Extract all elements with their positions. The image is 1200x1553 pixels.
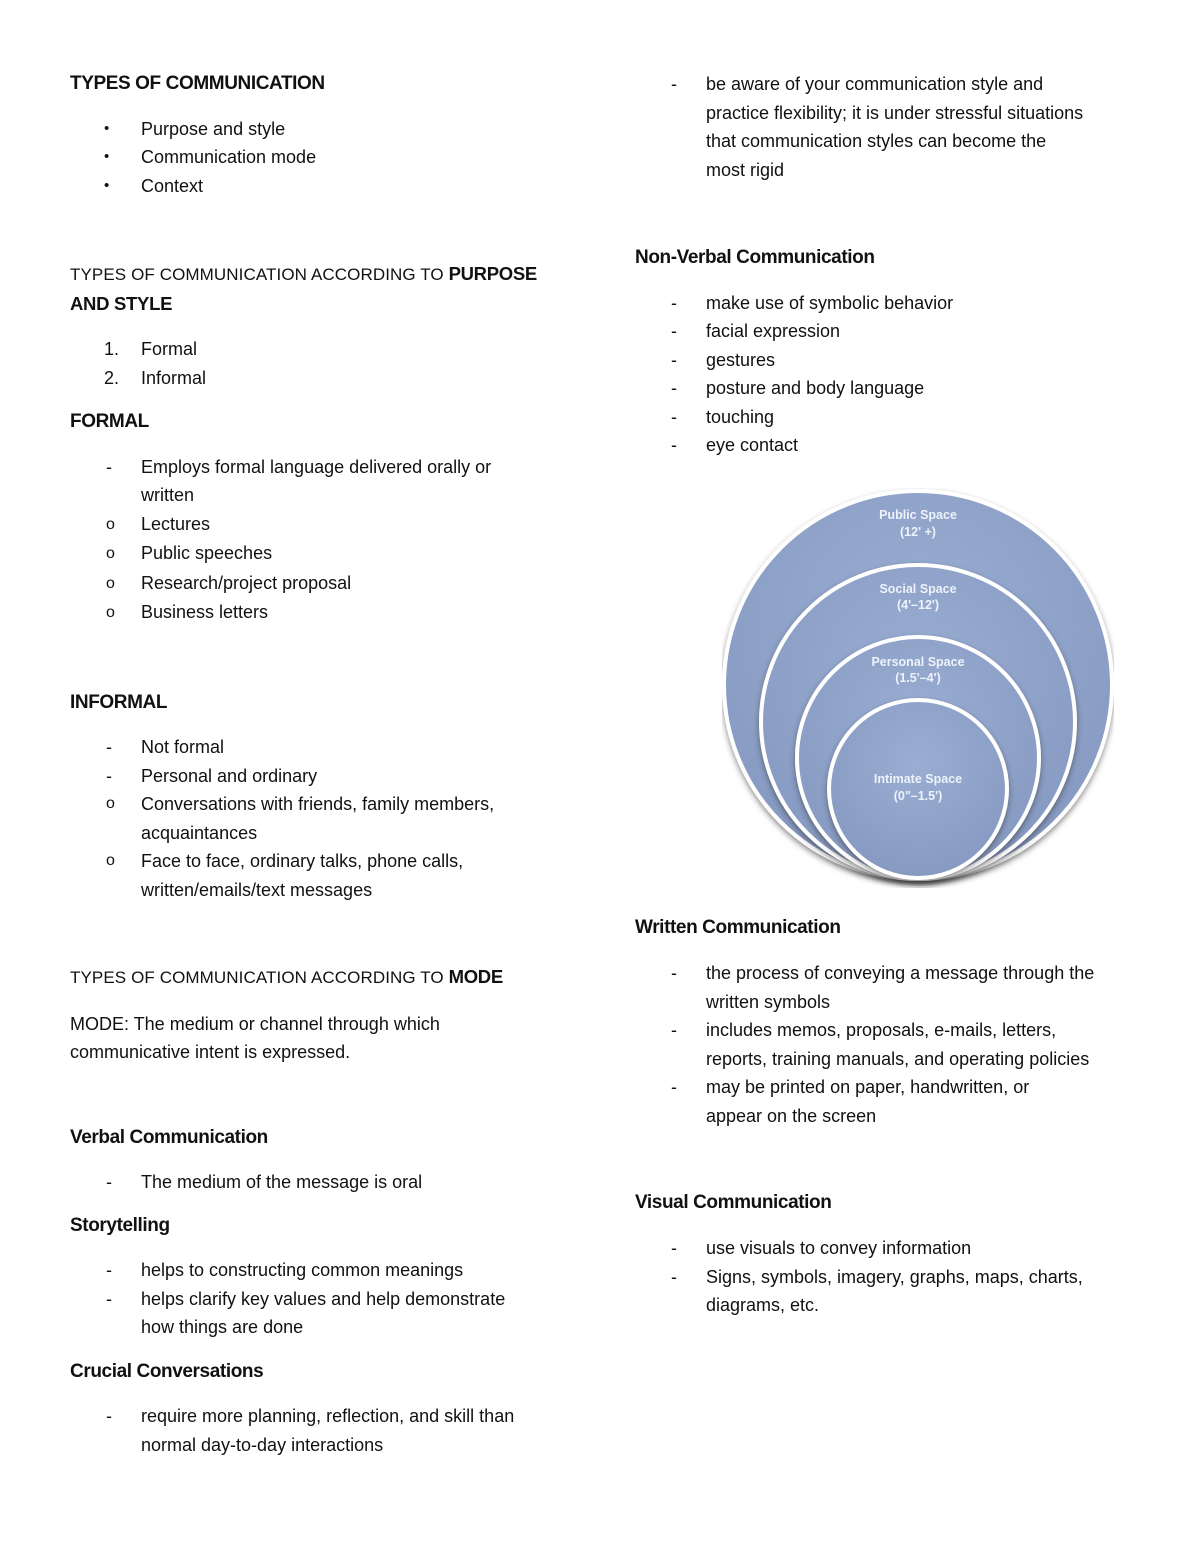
verbal-list: [70, 1168, 570, 1197]
list-item: • Context: [70, 172, 570, 201]
storytelling-list: [70, 1256, 570, 1342]
list-item: - Employs formal language delivered orally or written: [106, 456, 492, 505]
proxemics-circles: [722, 488, 1114, 888]
formal-title: FORMAL: [70, 411, 149, 432]
bullet-icon: •: [104, 176, 110, 194]
list-item: 1. Formal: [104, 339, 198, 359]
crucial-title: Crucial Conversations: [70, 1360, 264, 1382]
list-item: - Signs, symbols, imagery, graphs, maps, charts, diagrams, etc.: [671, 1266, 1083, 1315]
list-item: - use visuals to convey information: [671, 1238, 972, 1258]
left-column: [70, 70, 570, 1459]
informal-title: INFORMAL: [70, 691, 168, 713]
purpose-heading: TYPES OF COMMUNICATION ACCORDING TO PURPOSE AND STYLE: [70, 263, 537, 314]
intimate-space-range: (0"–1.5'): [893, 789, 943, 803]
bullet-icon: •: [104, 119, 110, 137]
public-space-range: (12' +): [900, 525, 936, 539]
list-item: - the process of conveying a message through the written symbols: [671, 963, 1095, 1012]
nonverbal-title: Non-Verbal Communication: [635, 247, 875, 268]
list-item: - be aware of your communication style and practice flexibility; it is under stressful situations that communication styles can become the most rigid: [671, 74, 1084, 180]
types-title: TYPES OF COMMUNICATION: [70, 73, 325, 94]
purpose-list: [70, 335, 570, 392]
list-item: 2. Informal: [104, 367, 207, 388]
social-space-label: Social Space: [879, 582, 957, 596]
list-item: - posture and body language: [671, 378, 925, 398]
nonverbal-list: [635, 289, 1140, 460]
personal-space-range: (1.5'–4'): [895, 671, 941, 685]
list-item: - require more planning, reflection, and skill than normal day-to-day interactions: [106, 1406, 515, 1455]
list-item: - includes memos, proposals, e-mails, letters, reports, training manuals, and operating policies: [671, 1020, 1090, 1069]
bullet-icon: •: [104, 148, 110, 165]
list-item: • Purpose and style: [70, 115, 570, 144]
verbal-title: Verbal Communication: [70, 1126, 268, 1148]
style-flexibility-list: [635, 70, 1140, 184]
list-item: o Lectures: [106, 513, 211, 534]
list-item: - may be printed on paper, handwritten, or appear on the screen: [671, 1077, 1030, 1126]
list-item: - eye contact: [671, 435, 799, 455]
list-item: o Public speeches: [106, 543, 273, 563]
list-item: - helps clarify key values and help demonstrate how things are done: [106, 1288, 506, 1337]
list-item: • Communication mode: [70, 143, 570, 172]
public-space-label: Public Space: [879, 508, 957, 522]
written-title: Written Communication: [635, 917, 841, 938]
informal-dash-list: [70, 733, 570, 790]
social-space-range: (4'–12'): [896, 598, 940, 612]
visual-list: [635, 1234, 1155, 1320]
personal-space-label: Personal Space: [871, 655, 965, 669]
list-item: - Not formal: [106, 737, 225, 757]
formal-o-list: [70, 510, 570, 628]
list-item: o Face to face, ordinary talks, phone calls, written/emails/text messages: [106, 851, 464, 900]
list-item: - touching: [671, 406, 775, 427]
mode-definition: MODE: The medium or channel through which communicative intent is expressed.: [70, 1013, 440, 1062]
written-list: [635, 959, 1155, 1130]
list-item: - gestures: [671, 349, 776, 370]
formal-dash-list: [70, 453, 570, 510]
crucial-list: [70, 1402, 570, 1459]
list-item: - Personal and ordinary: [106, 765, 318, 786]
list-item: o Research/project proposal: [106, 572, 352, 593]
list-item: - helps to constructing common meanings: [106, 1260, 464, 1280]
types-list: [70, 115, 570, 201]
list-item: - facial expression: [671, 321, 841, 341]
storytelling-title: Storytelling: [70, 1214, 170, 1236]
mode-heading: TYPES OF COMMUNICATION ACCORDING TO MODE: [70, 966, 503, 987]
intimate-space-label: Intimate Space: [873, 772, 963, 786]
proxemics-diagram: [722, 488, 1114, 888]
list-item: o Conversations with friends, family members, acquaintances: [106, 794, 495, 843]
list-item: o Business letters: [106, 602, 269, 622]
list-item: - The medium of the message is oral: [106, 1172, 423, 1192]
visual-title: Visual Communication: [635, 1192, 832, 1213]
informal-o-list: [70, 790, 570, 904]
list-item: - make use of symbolic behavior: [671, 292, 954, 313]
